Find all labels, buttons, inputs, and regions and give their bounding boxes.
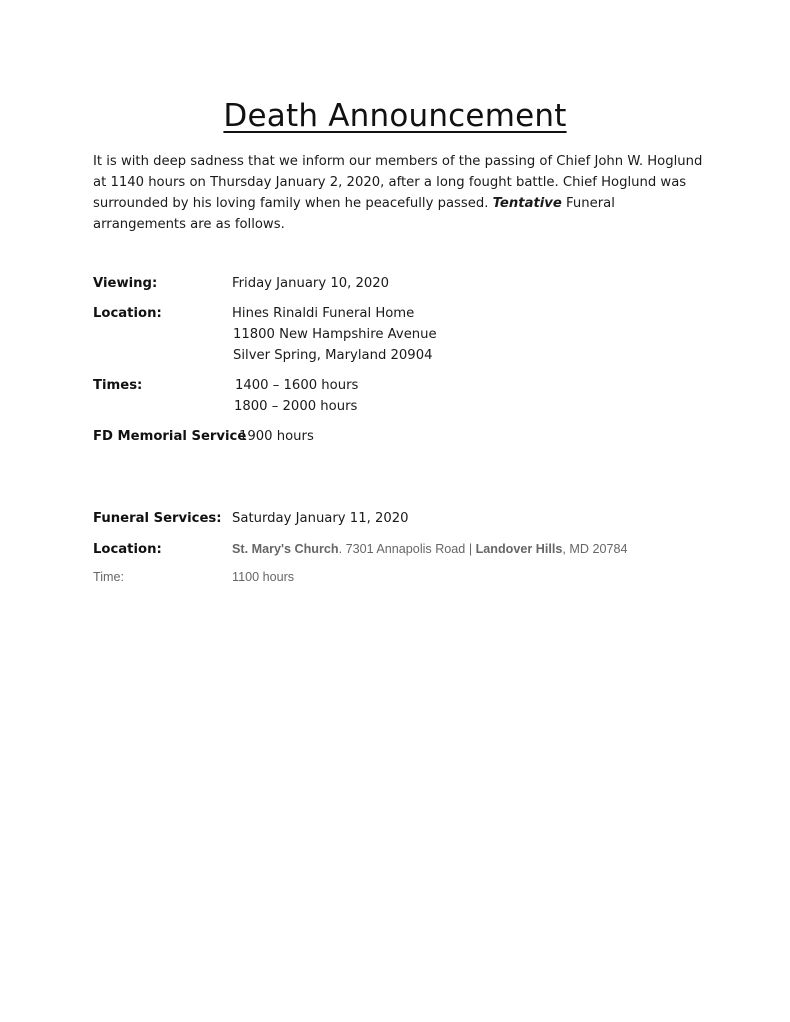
church-state-zip: , MD 20784: [562, 542, 628, 556]
funeral-location-value: [232, 539, 627, 560]
viewing-label: Viewing:: [93, 276, 158, 291]
times-label: Times:: [93, 378, 143, 393]
viewing-value: Friday January 10, 2020: [232, 276, 390, 291]
funeral-time-value: 1100 hours: [232, 570, 295, 584]
intro-text-end: Funeral arrangements are as follows.: [93, 196, 615, 232]
viewing-location-label: Location:: [93, 306, 162, 321]
memorial-label: FD Memorial Service: [93, 429, 247, 444]
church-name: St. Mary's Church: [232, 542, 339, 556]
intro-text: It is with deep sadness that we inform our members of the passing of Chief John W. Hoglund at 1140 hours on Thursday January 2, 2020, after a long fought battle. Chief Hoglund was surrounded by his loving family when he peacefully passed.: [93, 154, 703, 211]
church-town: Landover Hills: [475, 542, 563, 556]
time-line: 1400 – 1600 hours: [235, 378, 359, 393]
funeral-location-label: Location:: [93, 542, 162, 557]
location-line: 11800 New Hampshire Avenue: [233, 327, 437, 342]
intro-emphasis: Tentative: [492, 196, 562, 211]
funeral-value: Saturday January 11, 2020: [232, 511, 409, 526]
church-address: . 7301 Annapolis Road |: [338, 542, 476, 556]
time-line: 1800 – 2000 hours: [234, 399, 358, 414]
location-line: Hines Rinaldi Funeral Home: [232, 306, 415, 321]
memorial-value: 1900 hours: [239, 429, 314, 444]
location-line: Silver Spring, Maryland 20904: [233, 348, 433, 363]
intro-paragraph: [93, 151, 703, 235]
funeral-label: Funeral Services:: [93, 511, 222, 526]
funeral-time-label: Time:: [93, 570, 125, 584]
page-title: Death Announcement: [223, 98, 567, 134]
